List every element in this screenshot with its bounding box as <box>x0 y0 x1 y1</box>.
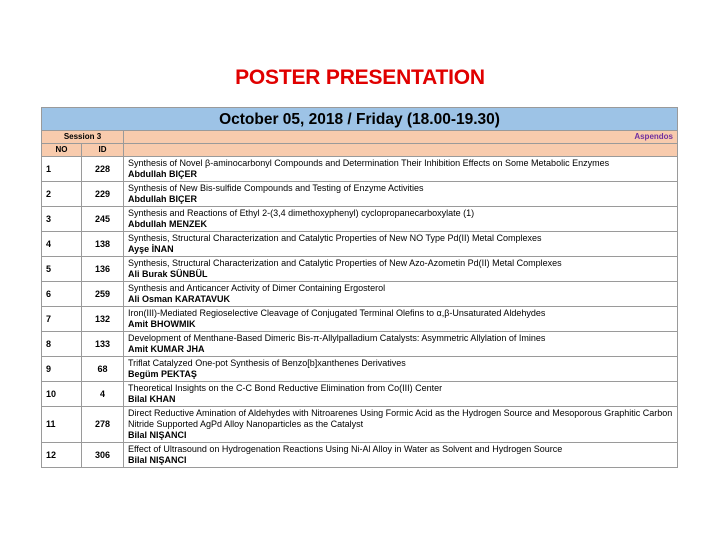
presenter-name: Bilal NIŞANCI <box>128 455 187 465</box>
poster-schedule-table <box>41 107 678 468</box>
column-header-id: ID <box>82 144 124 157</box>
row-id: 136 <box>82 257 124 282</box>
row-number: 12 <box>42 443 82 468</box>
row-number: 9 <box>42 357 82 382</box>
presentation-title: Synthesis, Structural Characterization and Catalytic Properties of New Azo-Azometin Pd(II) Metal Complexes <box>128 258 562 268</box>
presentation-title: Synthesis, Structural Characterization and Catalytic Properties of New NO Type Pd(II) Metal Complexes <box>128 233 542 243</box>
presentation-cell <box>124 232 678 257</box>
presenter-name: Amit KUMAR JHA <box>128 344 205 354</box>
row-id: 306 <box>82 443 124 468</box>
table-row <box>42 307 678 332</box>
table-row <box>42 282 678 307</box>
table-row <box>42 157 678 182</box>
table-row <box>42 332 678 357</box>
row-id: 4 <box>82 382 124 407</box>
row-number: 2 <box>42 182 82 207</box>
presentation-cell <box>124 182 678 207</box>
presentation-title: Direct Reductive Amination of Aldehydes with Nitroarenes Using Formic Acid as the Hydrogen Source and Mesoporous Graphitic Carbon Nitride Supported AgPd Alloy Nanoparticles as the Catalyst <box>128 408 673 429</box>
presentation-title: Synthesis and Reactions of Ethyl 2-(3,4 dimethoxyphenyl) cyclopropanecarboxylate (1) <box>128 208 475 218</box>
row-id: 138 <box>82 232 124 257</box>
presentation-title: Triflat Catalyzed One-pot Synthesis of Benzo[b]xanthenes Derivatives <box>128 358 406 368</box>
row-id: 259 <box>82 282 124 307</box>
presenter-name: Begüm PEKTAŞ <box>128 369 197 379</box>
table-row <box>42 382 678 407</box>
presentation-cell <box>124 357 678 382</box>
presentation-title: Synthesis and Anticancer Activity of Dimer Containing Ergosterol <box>128 283 386 293</box>
presenter-name: Ali Osman KARATAVUK <box>128 294 231 304</box>
presentation-cell <box>124 443 678 468</box>
row-id: 132 <box>82 307 124 332</box>
column-header-row <box>42 144 678 157</box>
presenter-name: Ali Burak SÜNBÜL <box>128 269 208 279</box>
presentation-title: Iron(III)-Mediated Regioselective Cleavage of Conjugated Terminal Olefins to α,β-Unsaturated Aldehydes <box>128 308 546 318</box>
row-number: 7 <box>42 307 82 332</box>
row-number: 6 <box>42 282 82 307</box>
row-number: 1 <box>42 157 82 182</box>
presentation-title: Development of Menthane-Based Dimeric Bis-π-Allylpalladium Catalysts: Asymmetric Allylation of Imines <box>128 333 546 343</box>
presentation-cell <box>124 282 678 307</box>
presenter-name: Bilal KHAN <box>128 394 176 404</box>
presentation-cell <box>124 307 678 332</box>
row-number: 8 <box>42 332 82 357</box>
row-number: 11 <box>42 407 82 443</box>
row-id: 228 <box>82 157 124 182</box>
presentation-cell <box>124 207 678 232</box>
row-number: 4 <box>42 232 82 257</box>
venue-label: Aspendos <box>124 131 678 144</box>
date-heading: October 05, 2018 / Friday (18.00-19.30) <box>42 108 678 131</box>
presenter-name: Bilal NIŞANCI <box>128 430 187 440</box>
presenter-name: Amit BHOWMIK <box>128 319 196 329</box>
presentation-cell <box>124 382 678 407</box>
table-row <box>42 257 678 282</box>
session-row <box>42 131 678 144</box>
row-id: 229 <box>82 182 124 207</box>
column-header-blank <box>124 144 678 157</box>
presentation-title: Synthesis of New Bis-sulfide Compounds and Testing of Enzyme Activities <box>128 183 424 193</box>
presentation-title: Theoretical Insights on the C-C Bond Reductive Elimination from Co(III) Center <box>128 383 443 393</box>
row-id: 68 <box>82 357 124 382</box>
row-id: 245 <box>82 207 124 232</box>
presenter-name: Ayşe İNAN <box>128 244 174 254</box>
column-header-no: NO <box>42 144 82 157</box>
presenter-name: Abdullah BIÇER <box>128 194 197 204</box>
row-number: 10 <box>42 382 82 407</box>
table-row <box>42 357 678 382</box>
page-title: POSTER PRESENTATION <box>235 66 485 89</box>
presentation-cell <box>124 257 678 282</box>
presentation-cell <box>124 157 678 182</box>
presenter-name: Abdullah BIÇER <box>128 169 197 179</box>
table-row <box>42 232 678 257</box>
presentation-cell <box>124 332 678 357</box>
presenter-name: Abdullah MENZEK <box>128 219 207 229</box>
row-id: 133 <box>82 332 124 357</box>
table-row <box>42 207 678 232</box>
table-row <box>42 443 678 468</box>
presentation-title: Effect of Ultrasound on Hydrogenation Reactions Using Ni-Al Alloy in Water as Solvent and Hydrogen Source <box>128 444 563 454</box>
session-label: Session 3 <box>42 131 124 144</box>
row-id: 278 <box>82 407 124 443</box>
date-row <box>42 108 678 131</box>
row-number: 5 <box>42 257 82 282</box>
table-row <box>42 182 678 207</box>
table-row <box>42 407 678 443</box>
row-number: 3 <box>42 207 82 232</box>
presentation-title: Synthesis of Novel β-aminocarbonyl Compounds and Determination Their Inhibition Effects on Some Metabolic Enzymes <box>128 158 610 168</box>
presentation-cell <box>124 407 678 443</box>
